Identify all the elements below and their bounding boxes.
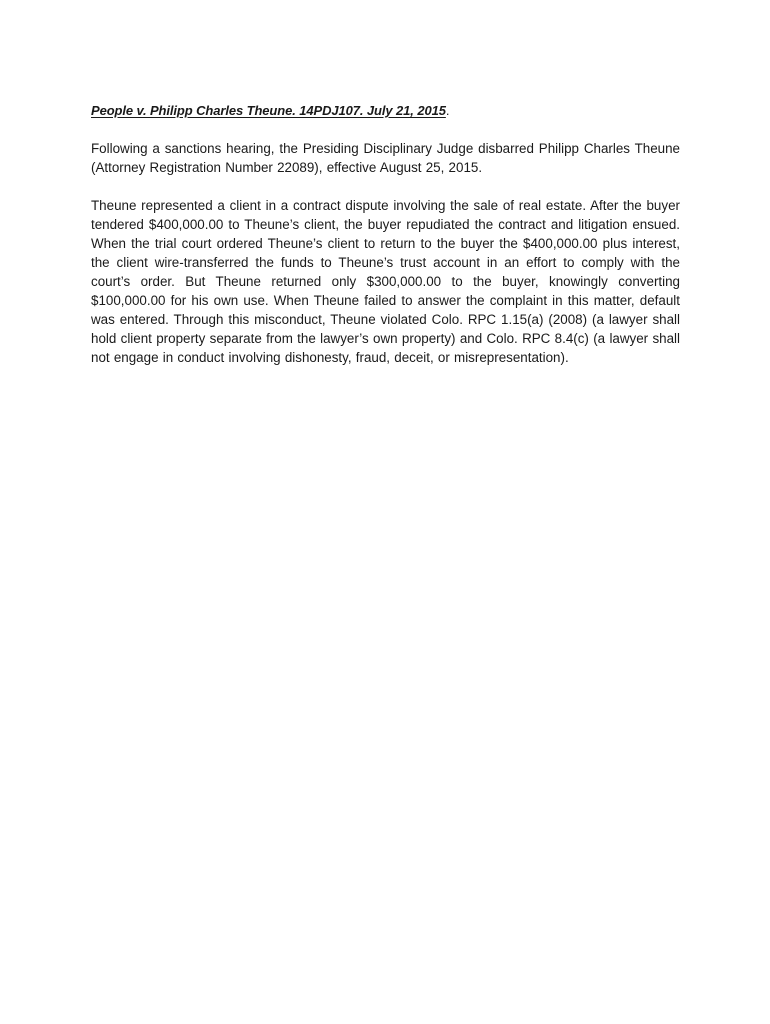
case-heading: [91, 101, 680, 120]
case-title-period: .: [445, 103, 450, 118]
document-body: [91, 101, 680, 386]
disbarment-paragraph: Following a sanctions hearing, the Presiding Disciplinary Judge disbarred Philipp Charles Theune (Attorney Registration Number 22089), effective August 25, 2015.: [91, 141, 680, 175]
misconduct-paragraph: Theune represented a client in a contract dispute involving the sale of real estate. After the buyer tendered $400,000.00 to Theune’s client, the buyer repudiated the contract and litigation ensued. When the trial court ordered Theune’s client to return to the buyer the $400,000.00 plus interest, the client wire-transferred the funds to Theune’s trust account in an effort to comply with the court’s order. But Theune returned only $300,000.00 to the buyer, knowingly converting $100,000.00 for his own use. When Theune failed to answer the complaint in this matter, default was entered. Through this misconduct, Theune violated Colo. RPC 1.15(a) (2008) (a lawyer shall hold client property separate from the lawyer’s own property) and Colo. RPC 8.4(c) (a lawyer shall not engage in conduct involving dishonesty, fraud, deceit, or misrepresentation).: [91, 198, 680, 365]
case-title: People v. Philipp Charles Theune. 14PDJ107. July 21, 2015: [91, 103, 446, 118]
